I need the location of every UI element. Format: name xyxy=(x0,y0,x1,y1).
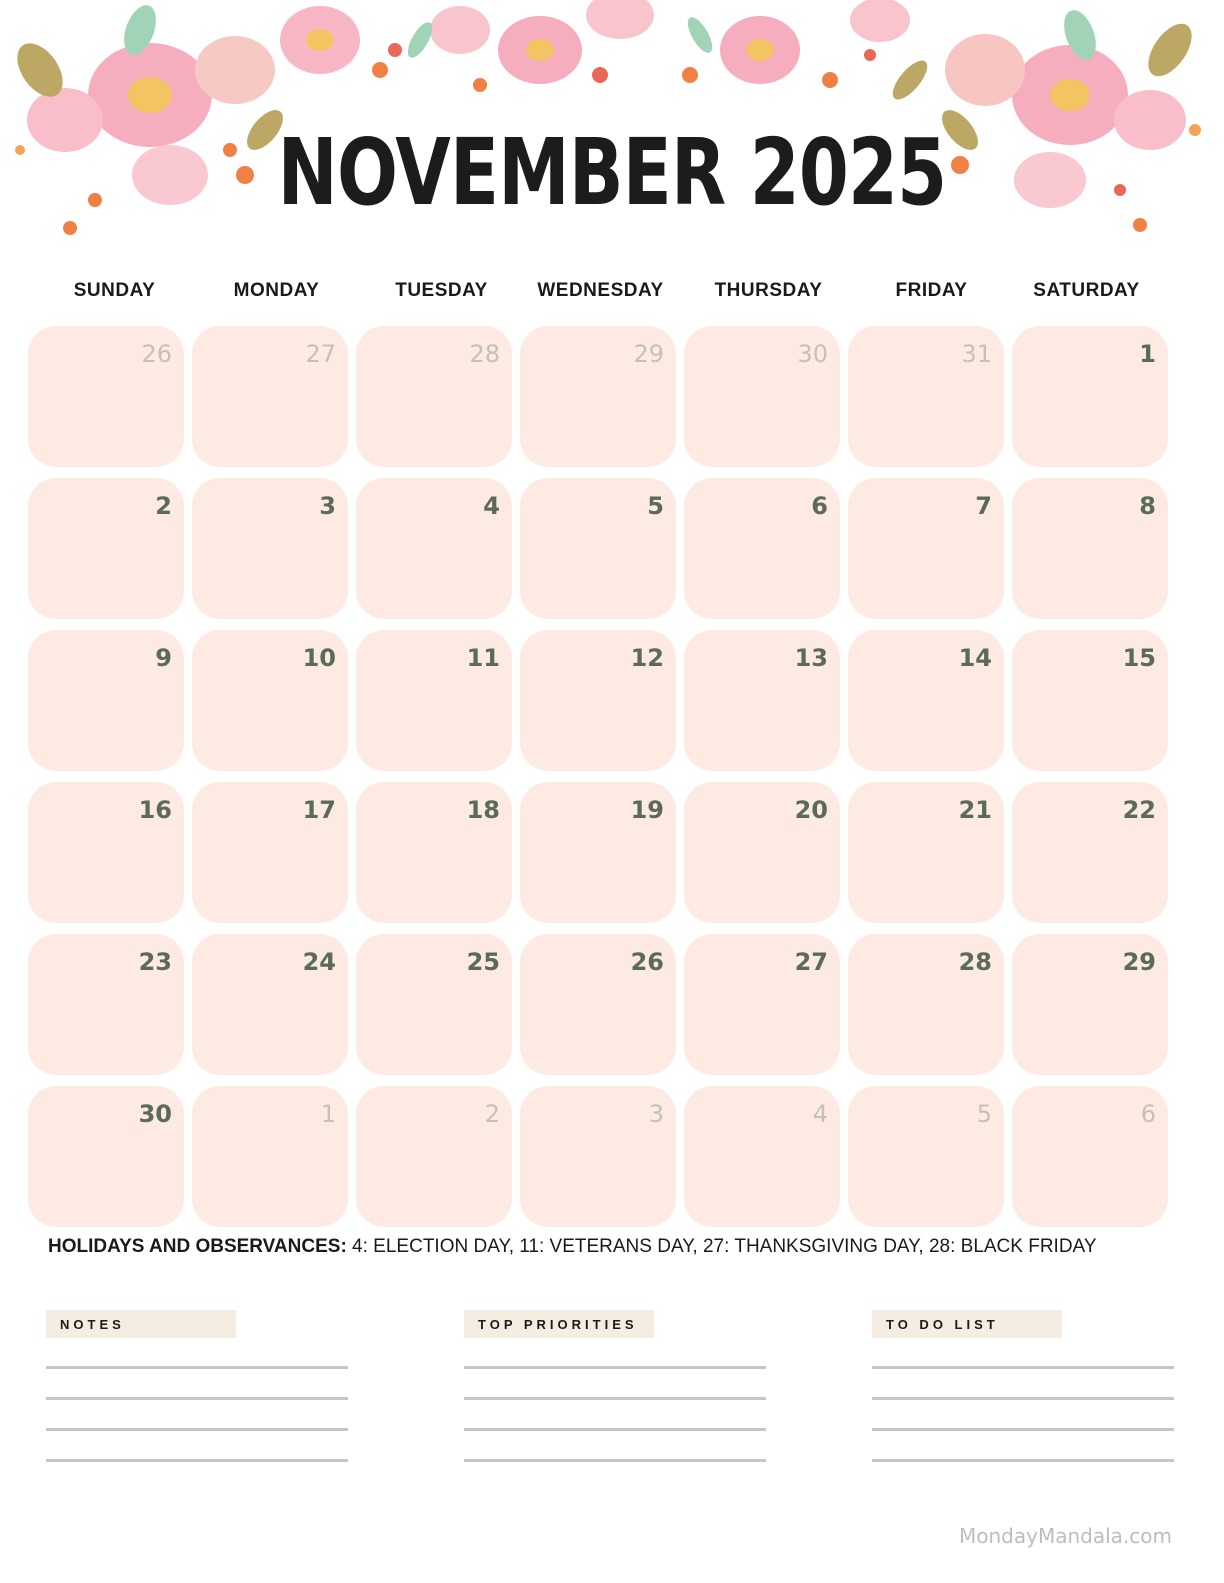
day-cell[interactable] xyxy=(1012,782,1168,923)
day-cell[interactable] xyxy=(1012,478,1168,619)
day-number: 15 xyxy=(1122,644,1156,672)
day-cell[interactable] xyxy=(684,1086,840,1227)
day-number: 6 xyxy=(1140,1100,1156,1128)
day-cell[interactable] xyxy=(192,1086,348,1227)
day-number: 7 xyxy=(975,492,992,520)
day-cell[interactable] xyxy=(520,630,676,771)
day-number: 3 xyxy=(648,1100,664,1128)
day-cell[interactable] xyxy=(684,782,840,923)
day-number: 5 xyxy=(647,492,664,520)
weekday-thursday: THURSDAY xyxy=(714,280,823,301)
day-number: 5 xyxy=(976,1100,992,1128)
weekday-tuesday: TUESDAY xyxy=(395,280,488,301)
priorities-line[interactable] xyxy=(464,1366,766,1369)
day-number: 29 xyxy=(1122,948,1156,976)
day-cell[interactable] xyxy=(192,782,348,923)
todo-line[interactable] xyxy=(872,1397,1174,1400)
day-cell[interactable] xyxy=(356,630,512,771)
day-number: 23 xyxy=(138,948,172,976)
holidays-list: 4: ELECTION DAY, 11: VETERANS DAY, 27: THANKSGIVING DAY, 28: BLACK FRIDAY xyxy=(346,1236,1097,1257)
day-cell[interactable] xyxy=(192,326,348,467)
day-cell[interactable] xyxy=(1012,630,1168,771)
priorities-label: TOP PRIORITIES xyxy=(464,1310,654,1338)
day-number: 2 xyxy=(155,492,172,520)
day-cell[interactable] xyxy=(192,934,348,1075)
day-cell[interactable] xyxy=(1012,1086,1168,1227)
day-cell[interactable] xyxy=(848,478,1004,619)
day-number: 19 xyxy=(630,796,664,824)
priorities-line[interactable] xyxy=(464,1459,766,1462)
day-cell[interactable] xyxy=(28,630,184,771)
priorities-line[interactable] xyxy=(464,1397,766,1400)
day-number: 29 xyxy=(633,340,664,368)
notes-line[interactable] xyxy=(46,1459,348,1462)
day-cell[interactable] xyxy=(28,782,184,923)
day-cell[interactable] xyxy=(848,934,1004,1075)
footer-brand: MondayMandala.com xyxy=(959,1524,1172,1548)
weekday-friday: FRIDAY xyxy=(895,280,968,301)
day-number: 30 xyxy=(138,1100,172,1128)
day-number: 22 xyxy=(1122,796,1156,824)
day-number: 13 xyxy=(794,644,828,672)
day-number: 16 xyxy=(138,796,172,824)
weekday-header-row xyxy=(30,280,1180,310)
day-number: 30 xyxy=(797,340,828,368)
day-cell[interactable] xyxy=(28,478,184,619)
notes-line[interactable] xyxy=(46,1428,348,1431)
day-number: 24 xyxy=(302,948,336,976)
day-cell[interactable] xyxy=(684,478,840,619)
day-cell[interactable] xyxy=(520,478,676,619)
day-number: 17 xyxy=(302,796,336,824)
todo-line[interactable] xyxy=(872,1366,1174,1369)
day-number: 12 xyxy=(630,644,664,672)
day-cell[interactable] xyxy=(356,1086,512,1227)
day-number: 3 xyxy=(319,492,336,520)
day-number: 31 xyxy=(961,340,992,368)
day-number: 8 xyxy=(1139,492,1156,520)
day-cell[interactable] xyxy=(684,326,840,467)
day-cell[interactable] xyxy=(28,326,184,467)
day-cell[interactable] xyxy=(28,1086,184,1227)
day-number: 27 xyxy=(305,340,336,368)
day-number: 9 xyxy=(155,644,172,672)
day-number: 21 xyxy=(958,796,992,824)
day-number: 2 xyxy=(484,1100,500,1128)
day-number: 20 xyxy=(794,796,828,824)
priorities-section xyxy=(464,1310,766,1462)
day-cell[interactable] xyxy=(356,478,512,619)
notes-label: NOTES xyxy=(46,1310,236,1338)
weekday-monday: MONDAY xyxy=(233,280,320,301)
day-cell[interactable] xyxy=(684,934,840,1075)
weekday-wednesday: WEDNESDAY xyxy=(537,280,664,301)
day-number: 1 xyxy=(1139,340,1156,368)
priorities-line[interactable] xyxy=(464,1428,766,1431)
holidays-text xyxy=(48,1236,1188,1258)
day-cell[interactable] xyxy=(356,934,512,1075)
day-number: 26 xyxy=(141,340,172,368)
day-number: 4 xyxy=(812,1100,828,1128)
todo-label: TO DO LIST xyxy=(872,1310,1062,1338)
day-cell[interactable] xyxy=(848,1086,1004,1227)
day-cell[interactable] xyxy=(192,630,348,771)
day-number: 28 xyxy=(469,340,500,368)
todo-line[interactable] xyxy=(872,1459,1174,1462)
day-cell[interactable] xyxy=(848,782,1004,923)
day-cell[interactable] xyxy=(520,326,676,467)
day-cell[interactable] xyxy=(28,934,184,1075)
page-title: NOVEMBER 2025 xyxy=(277,119,947,226)
day-cell[interactable] xyxy=(684,630,840,771)
calendar-grid xyxy=(28,326,1188,1230)
day-cell[interactable] xyxy=(520,934,676,1075)
day-cell[interactable] xyxy=(356,326,512,467)
todo-section xyxy=(872,1310,1174,1462)
day-cell[interactable] xyxy=(848,326,1004,467)
weekday-saturday: SATURDAY xyxy=(1033,280,1140,301)
day-cell[interactable] xyxy=(520,782,676,923)
holidays-label: HOLIDAYS AND OBSERVANCES: xyxy=(48,1236,347,1257)
todo-line[interactable] xyxy=(872,1428,1174,1431)
notes-line[interactable] xyxy=(46,1366,348,1369)
day-number: 10 xyxy=(302,644,336,672)
weekday-sunday: SUNDAY xyxy=(73,280,156,301)
day-number: 14 xyxy=(958,644,992,672)
notes-line[interactable] xyxy=(46,1397,348,1400)
day-number: 6 xyxy=(811,492,828,520)
day-number: 27 xyxy=(794,948,828,976)
day-number: 4 xyxy=(483,492,500,520)
day-number: 25 xyxy=(466,948,500,976)
day-cell[interactable] xyxy=(1012,326,1168,467)
day-cell[interactable] xyxy=(848,630,1004,771)
day-cell[interactable] xyxy=(1012,934,1168,1075)
day-number: 26 xyxy=(630,948,664,976)
day-number: 11 xyxy=(466,644,500,672)
day-cell[interactable] xyxy=(356,782,512,923)
day-cell[interactable] xyxy=(192,478,348,619)
day-number: 28 xyxy=(958,948,992,976)
day-cell[interactable] xyxy=(520,1086,676,1227)
notes-section xyxy=(46,1310,348,1462)
day-number: 18 xyxy=(466,796,500,824)
day-number: 1 xyxy=(320,1100,336,1128)
